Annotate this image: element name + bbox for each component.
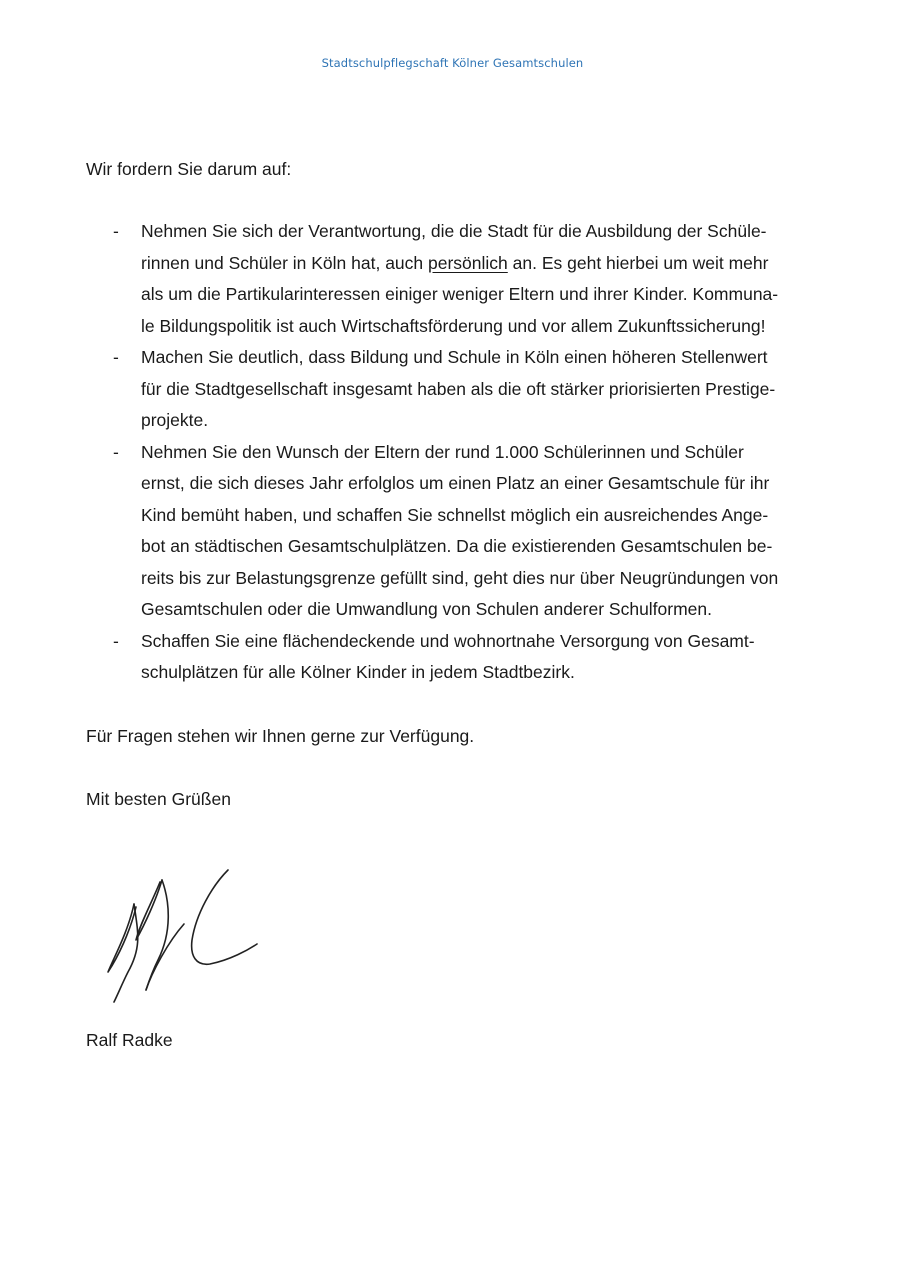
list-line: ernst, die sich dieses Jahr erfolglos um einen Platz an einer Gesamtschule für ihr	[141, 473, 770, 493]
handwritten-signature-icon	[100, 862, 270, 1007]
list-line: als um die Partikularinteressen einiger weniger Eltern und ihrer Kinder. Kommuna-	[141, 284, 779, 304]
list-line: Nehmen Sie den Wunsch der Eltern der rund 1.000 Schülerinnen und Schüler	[141, 441, 744, 462]
intro-text: Wir fordern Sie darum auf:	[86, 159, 292, 179]
list-line: für die Stadtgesellschaft insgesamt haben als die oft stärker priorisierten Prestige-	[141, 378, 776, 399]
list-line: Gesamtschulen oder die Umwandlung von Schulen anderer Schulformen.	[141, 599, 713, 619]
list-dash: -	[113, 441, 119, 462]
closing-text: Mit besten Grüßen	[86, 789, 231, 809]
list-dash: -	[113, 630, 119, 651]
list-line: bot an städtischen Gesamtschulplätzen. Da die existierenden Gesamtschulen be-	[141, 536, 773, 556]
list-line	[141, 248, 905, 280]
list-dash: -	[113, 221, 119, 241]
text-segment: an. Es geht hierbei um weit mehr	[507, 252, 769, 273]
page-header: Stadtschulpflegschaft Kölner Gesamtschulen	[321, 56, 584, 70]
demands-list	[0, 216, 905, 689]
list-line: Nehmen Sie sich der Verantwortung, die die Stadt für die Ausbildung der Schüle-	[141, 221, 767, 241]
list-line: Schaffen Sie eine flächendeckende und wohnortnahe Versorgung von Gesamt-	[141, 630, 755, 651]
list-line: le Bildungspolitik ist auch Wirtschaftsförderung und vor allem Zukunftssicherung!	[141, 315, 766, 336]
text-segment: rinnen und Schüler in Köln hat, auch	[141, 252, 428, 273]
list-line: Machen Sie deutlich, dass Bildung und Schule in Köln einen höheren Stellenwert	[141, 347, 768, 367]
list-item	[0, 626, 905, 689]
list-line: projekte.	[141, 410, 209, 430]
list-line: schulplätzen für alle Kölner Kinder in jedem Stadtbezirk.	[141, 662, 575, 682]
list-item	[0, 437, 905, 626]
list-item	[0, 216, 905, 342]
list-item	[0, 342, 905, 437]
list-line: reits bis zur Belastungsgrenze gefüllt sind, geht dies nur über Neugründungen von	[141, 567, 779, 588]
list-line: Kind bemüht haben, und schaffen Sie schnellst möglich ein ausreichendes Ange-	[141, 504, 769, 525]
underlined-word: persönlich	[428, 252, 508, 273]
questions-text: Für Fragen stehen wir Ihnen gerne zur Verfügung.	[86, 726, 475, 746]
signer-name: Ralf Radke	[86, 1030, 173, 1050]
list-dash: -	[113, 347, 119, 367]
